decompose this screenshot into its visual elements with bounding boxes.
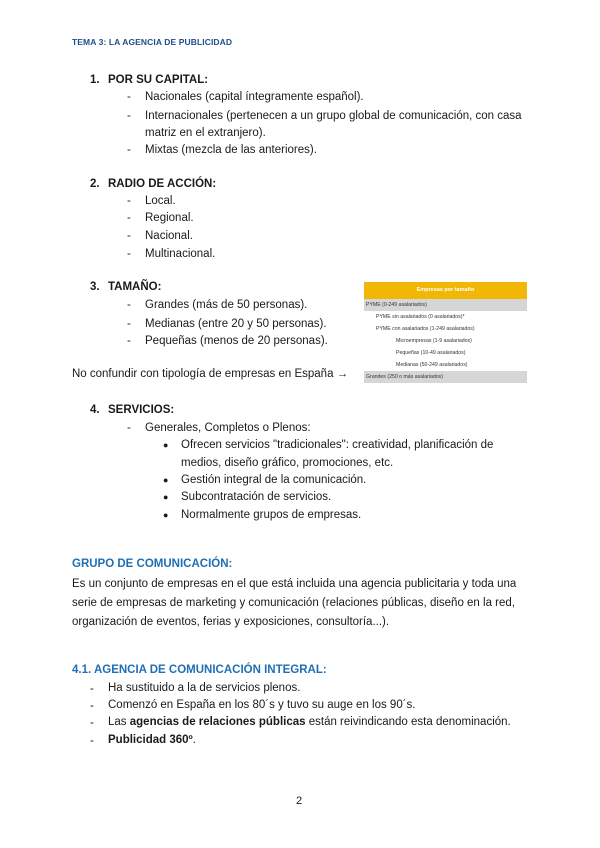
section-3-heading xyxy=(90,281,161,293)
agencia-heading: 4.1. AGENCIA DE COMUNICACIÓN INTEGRAL: xyxy=(72,664,327,676)
list-item-continuation: matriz en el extranjero). xyxy=(145,127,266,139)
text-run: están reivindicando esta denominación. xyxy=(305,716,511,728)
grupo-paragraph xyxy=(72,575,522,632)
paragraph-line: organización de eventos, ferias y exposiciones, consultoría...). xyxy=(72,616,390,628)
dash-marker: - xyxy=(90,700,94,712)
section-number: 2. xyxy=(90,178,100,190)
list-item: Medianas (entre 20 y 50 personas). xyxy=(145,318,327,330)
dash-marker: - xyxy=(90,683,94,695)
table-row: Microempresas (1-9 asalariados) xyxy=(396,338,472,344)
list-item: Internacionales (pertenecen a un grupo global de comunicación, con casa xyxy=(145,110,522,122)
list-item: Comenzó en España en los 80´s y tuvo su auge en los 90´s. xyxy=(108,699,416,711)
dash-marker: - xyxy=(127,212,131,224)
section-title: SERVICIOS: xyxy=(108,404,175,416)
table-row: Grandes (250 o más asalariados) xyxy=(364,371,527,383)
list-item: Regional. xyxy=(145,212,194,224)
section-title: POR SU CAPITAL: xyxy=(108,74,209,86)
section-2-heading xyxy=(90,178,216,190)
table-row: PYME sin asalariados (0 asalariados)* xyxy=(376,314,465,320)
list-item xyxy=(108,716,511,728)
dash-marker: - xyxy=(127,248,131,260)
bullet-marker: ● xyxy=(163,475,169,485)
list-item: Mixtas (mezcla de las anteriores). xyxy=(145,144,317,156)
text-run: Las xyxy=(108,716,130,728)
paragraph-line: serie de empresas de marketing y comunicación (relaciones públicas, diseño en la red, xyxy=(72,597,515,609)
section-title: RADIO DE ACCIÓN: xyxy=(108,178,217,190)
list-item: Nacionales (capital íntegramente español). xyxy=(145,91,364,103)
bullet-marker: ● xyxy=(163,440,169,450)
section-1-heading xyxy=(90,74,208,86)
bullet-item: Ofrecen servicios "tradicionales": creatividad, planificación de xyxy=(181,439,494,451)
section-number: 1. xyxy=(90,74,100,86)
dash-marker: - xyxy=(127,110,131,122)
page-number: 2 xyxy=(296,795,303,807)
dash-marker: - xyxy=(90,717,94,729)
bullet-marker: ● xyxy=(163,492,169,502)
table-row: Pequeñas (10-49 asalariados) xyxy=(396,350,466,356)
section-4-heading xyxy=(90,404,174,416)
bullet-item: Normalmente grupos de empresas. xyxy=(181,509,362,521)
grupo-heading: GRUPO DE COMUNICACIÓN: xyxy=(72,558,233,570)
table-title: Empresas por tamaño xyxy=(364,282,527,299)
list-item: Local. xyxy=(145,195,176,207)
section-number: 4. xyxy=(90,404,100,416)
text-run: . xyxy=(192,734,196,746)
bullet-marker: ● xyxy=(163,510,169,520)
bullet-item: Gestión integral de la comunicación. xyxy=(181,474,367,486)
empresas-tamano-table xyxy=(364,282,527,382)
bold-text: agencias de relaciones públicas xyxy=(129,716,306,728)
paragraph-line: Es un conjunto de empresas en el que está incluida una agencia publicitaria y toda una xyxy=(72,578,517,590)
section-title: TAMAÑO: xyxy=(108,281,162,293)
list-item: Ha sustituido a la de servicios plenos. xyxy=(108,682,301,694)
dash-marker: - xyxy=(127,195,131,207)
list-item: Pequeñas (menos de 20 personas). xyxy=(145,335,328,347)
list-item: Nacional. xyxy=(145,230,193,242)
dash-marker: - xyxy=(127,144,131,156)
document-header: TEMA 3: LA AGENCIA DE PUBLICIDAD xyxy=(72,37,233,47)
dash-marker: - xyxy=(127,91,131,103)
list-item: Multinacional. xyxy=(145,248,216,260)
bold-text: Publicidad 360º xyxy=(108,734,193,746)
list-item: Generales, Completos o Plenos: xyxy=(145,422,311,434)
tipologia-note: No confundir con tipología de empresas en España → xyxy=(72,368,349,380)
table-row: PYME (0-249 asalariados) xyxy=(364,299,527,311)
dash-marker: - xyxy=(127,335,131,347)
dash-marker: - xyxy=(127,299,131,311)
table-row: Medianas (50-249 asalariados) xyxy=(396,362,468,368)
bullet-item-continuation: medios, diseño gráfico, promociones, etc. xyxy=(181,457,394,469)
table-row: PYME con asalariados (1-249 asalariados) xyxy=(376,326,475,332)
bullet-item: Subcontratación de servicios. xyxy=(181,491,332,503)
section-number: 3. xyxy=(90,281,100,293)
dash-marker: - xyxy=(127,318,131,330)
list-item: Grandes (más de 50 personas). xyxy=(145,299,308,311)
dash-marker: - xyxy=(90,735,94,747)
dash-marker: - xyxy=(127,230,131,242)
dash-marker: - xyxy=(127,422,131,434)
list-item xyxy=(108,734,196,746)
